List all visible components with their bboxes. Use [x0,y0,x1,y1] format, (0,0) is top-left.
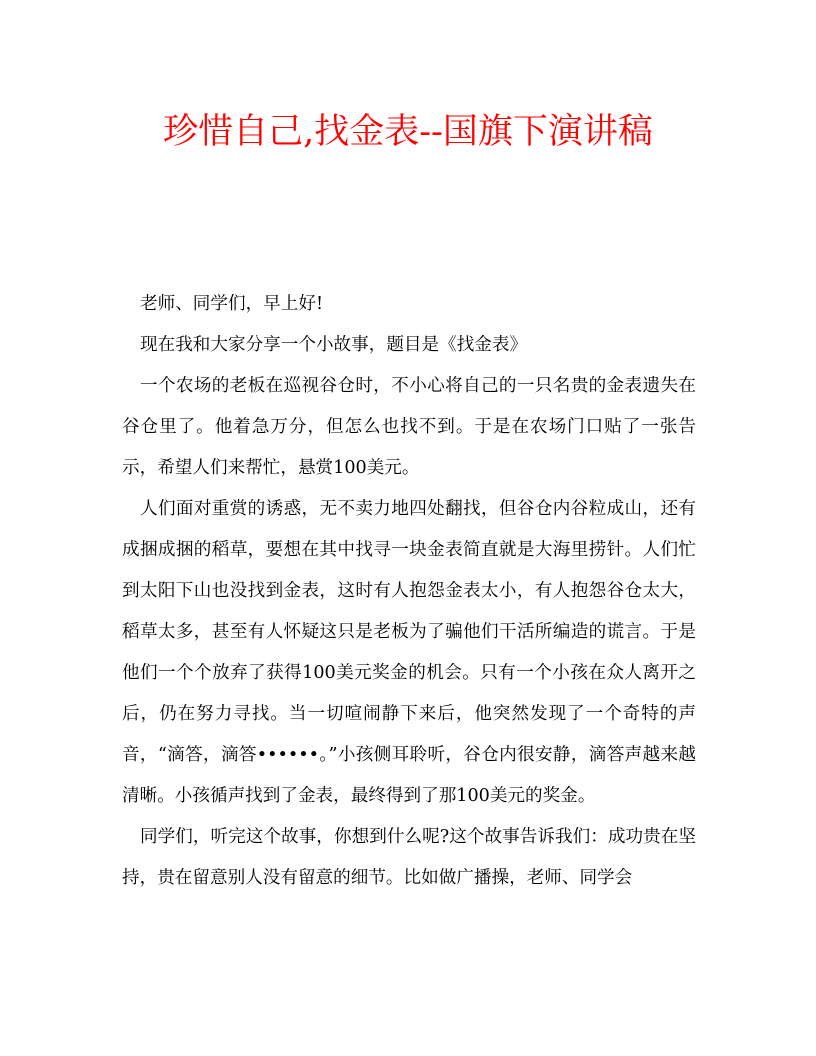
paragraph-lesson: 同学们，听完这个故事，你想到什么呢?这个故事告诉我们：成功贵在坚持，贵在留意别人没有留意的细节。比如做广播操，老师、同学会 [122,827,696,888]
paragraph-story-body: 人们面对重赏的诱惑，无不卖力地四处翻找，但谷仓内谷粒成山，还有成捆成捆的稻草，要想在其中找寻一块金表简直就是大海里捞针。人们忙到太阳下山也没找到金表，这时有人抱怨金表太小，有人抱怨谷仓太大，稻草太多，甚至有人怀疑这只是老板为了骗他们干活所编造的谎言。于是他们一个个放弃了获得100美元奖金的机会。只有一个小孩在众人离开之后，仍在努力寻找。当一切喧闹静下来后，他突然发现了一个奇特的声音，“滴答，滴答••••••。”小孩侧耳聆听，谷仓内很安静，滴答声越来越清晰。小孩循声找到了金表，最终得到了那100美元的奖金。 [122,499,696,806]
document-title: 珍惜自己,找金表--国旗下演讲稿 [163,112,653,152]
document-body [122,284,696,899]
paragraph-story-start: 一个农场的老板在巡视谷仓时，不小心将自己的一只名贵的金表遗失在谷仓里了。他着急万分，但怎么也找不到。于是在农场门口贴了一张告示，希望人们来帮忙，悬赏100美元。 [122,376,696,478]
paragraph-intro: 现在我和大家分享一个小故事，题目是《找金表》 [140,335,528,355]
paragraph-greeting: 老师、同学们，早上好! [140,294,324,314]
